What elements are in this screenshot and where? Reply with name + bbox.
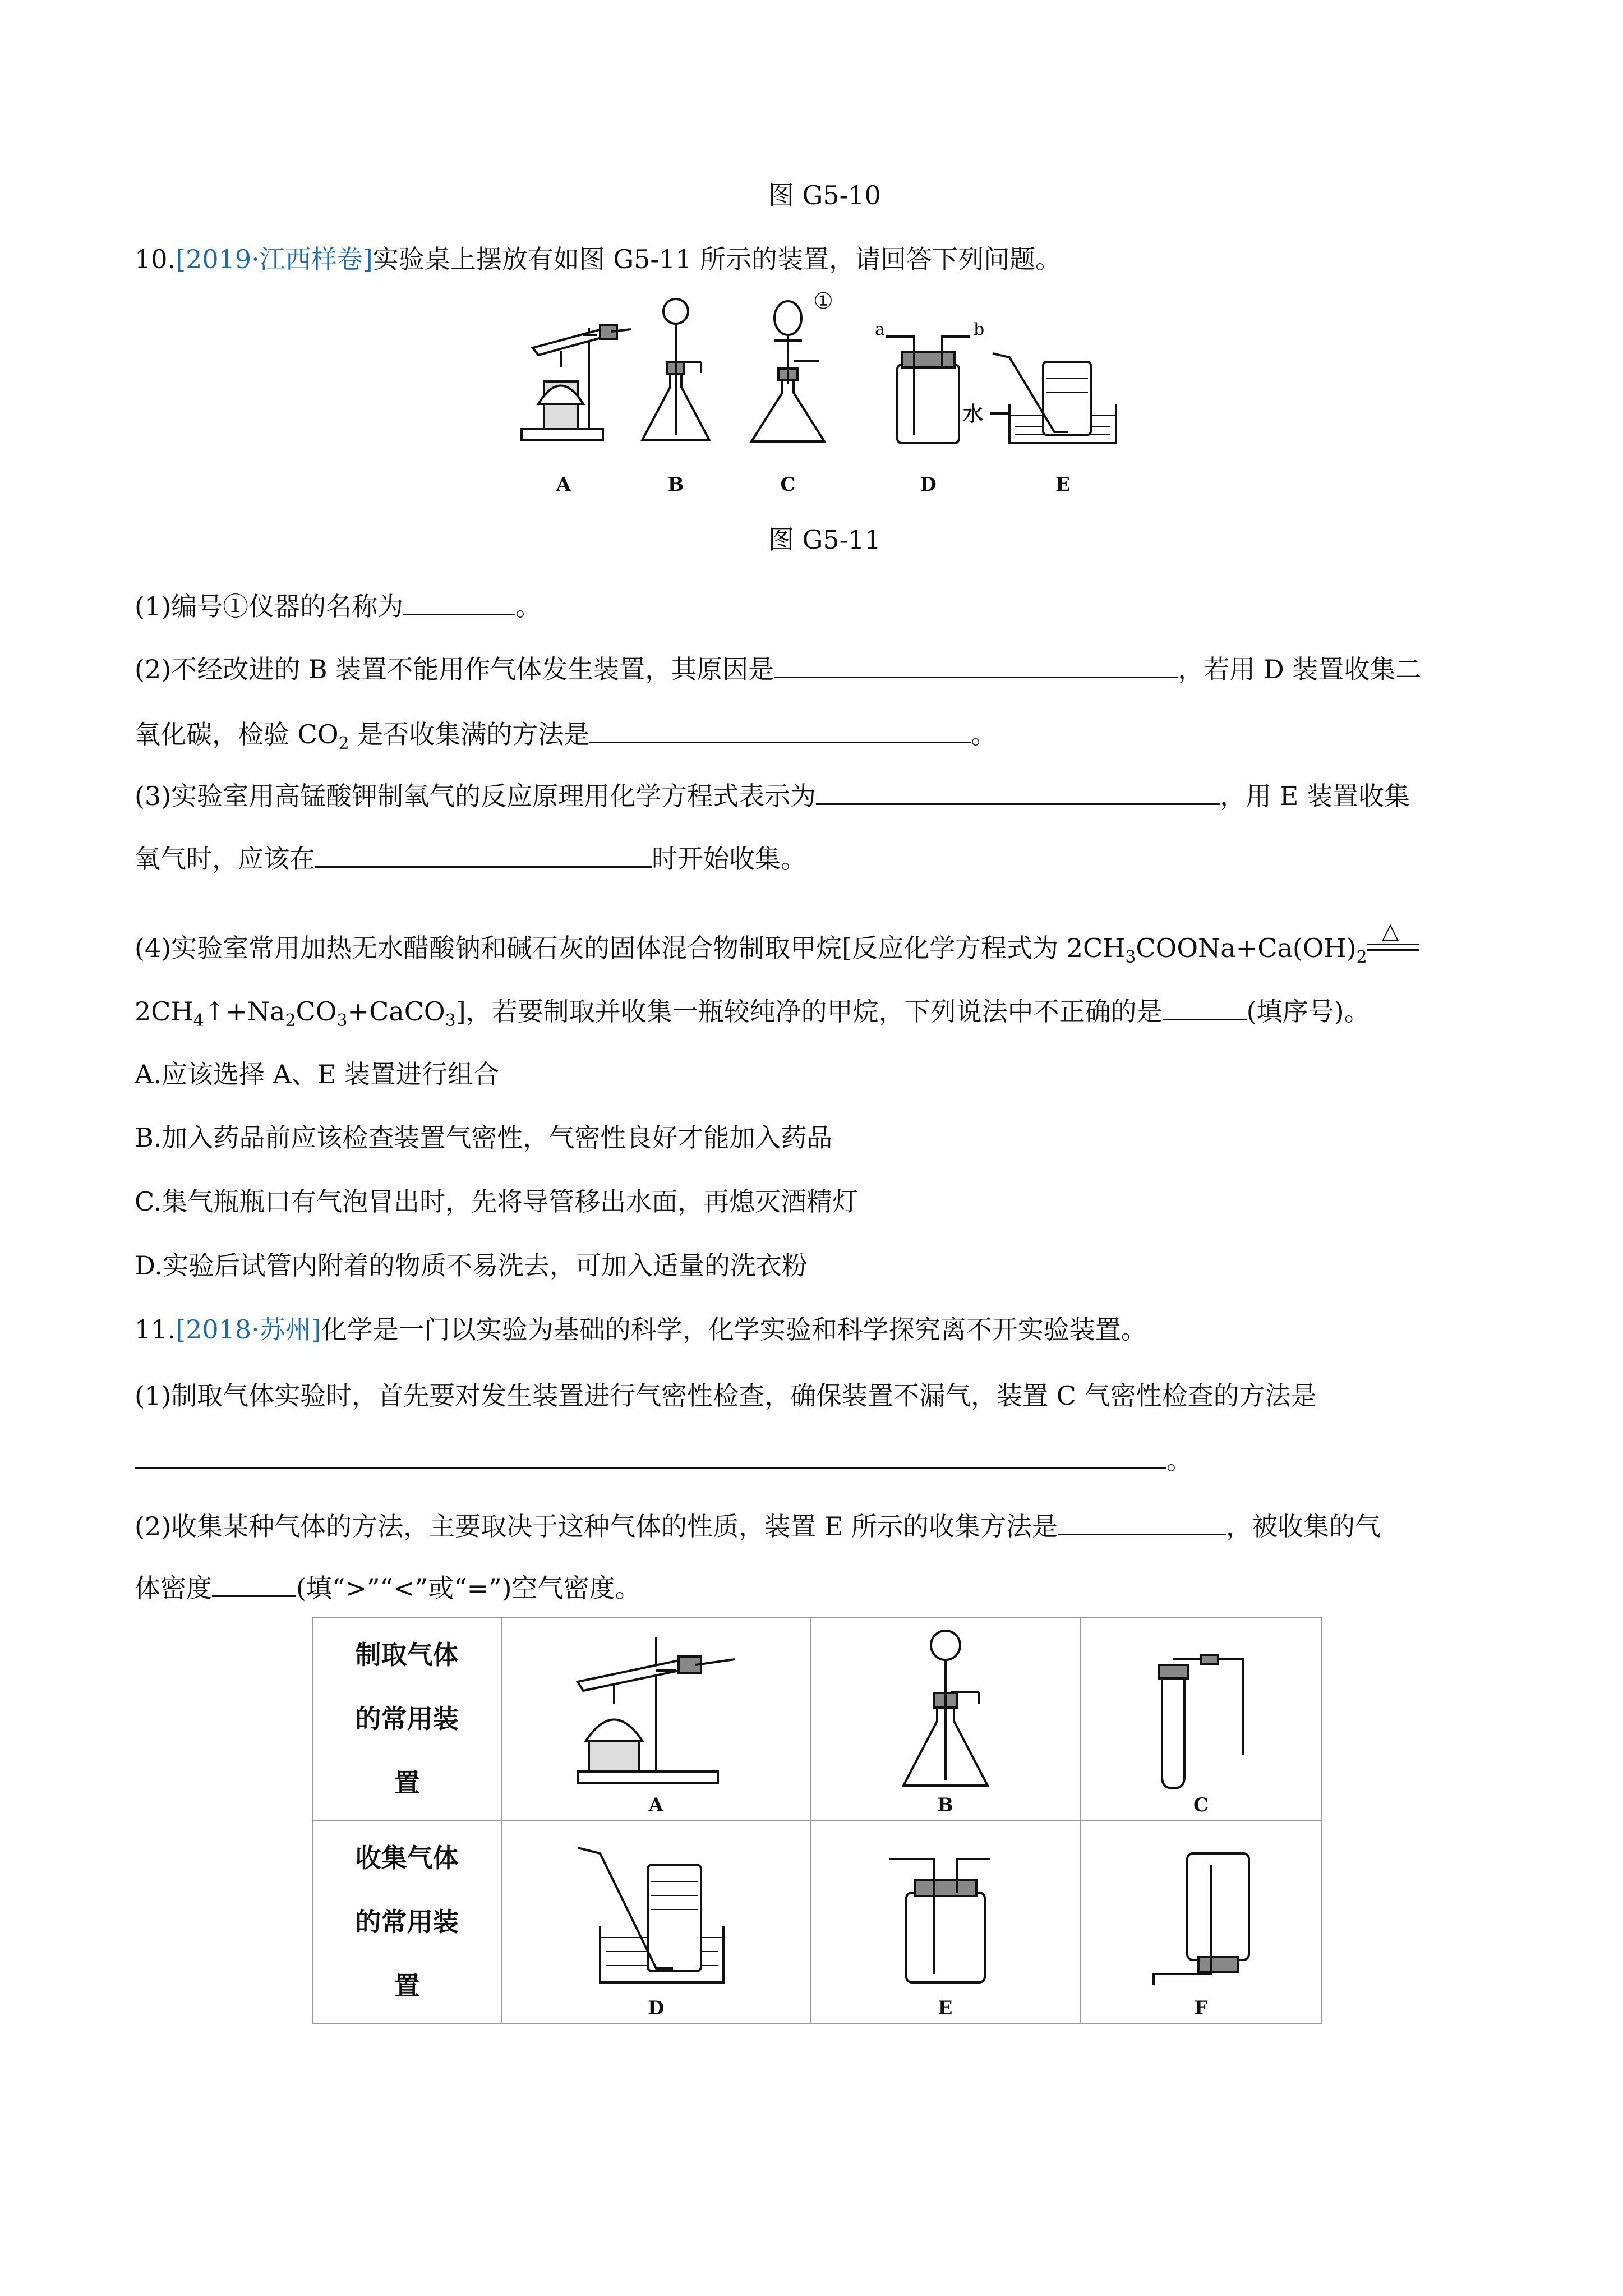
q10-part-2-line2 (135, 717, 997, 751)
inverted-bottle-icon (1148, 1831, 1260, 1999)
q10-stem-line (135, 242, 1061, 276)
q10-p4-text2d: +CaCO (347, 996, 445, 1027)
table-label-f: F (1194, 1997, 1208, 2019)
table-label-c: C (1193, 1794, 1209, 1816)
q10-p2-end: 。 (971, 719, 997, 749)
table-label-d: D (647, 1997, 665, 2019)
answer-blank-3a[interactable] (816, 779, 1220, 805)
gas-bottle-icon (889, 1831, 1002, 1999)
q10-p4-text2a: 2CH (135, 996, 193, 1027)
label-e: E (1055, 473, 1070, 496)
heat-condition-mark (1367, 918, 1419, 961)
table-label-a: A (648, 1794, 663, 1816)
q10-p2-text3a: 氧化碳，检验 CO (135, 719, 339, 749)
q10-part-4-line2 (135, 994, 1370, 1028)
q10-part-3-line2 (135, 841, 806, 876)
label-d: D (920, 473, 937, 496)
answer-blank-4[interactable] (1163, 994, 1247, 1020)
table-label-e: E (938, 1997, 953, 2019)
q11-p2-text3: 体密度 (135, 1573, 212, 1603)
q11-source: [2018·苏州] (176, 1314, 321, 1345)
answer-blank-11-2a[interactable] (1058, 1509, 1226, 1535)
cell-apparatus-f (1080, 1820, 1322, 2023)
cell-apparatus-d (501, 1820, 810, 2023)
q11-part-2-line1 (135, 1509, 1381, 1543)
q10-p4-text1: (4)实验室常用加热无水醋酸钠和碱石灰的固体混合物制取甲烷[反应化学方程式为 2CH (135, 933, 1126, 963)
q10-p4-text2f: (填序号)。 (1246, 996, 1370, 1027)
q11-p2-text4: (填“>”“<”或“=”)空气密度。 (296, 1573, 641, 1603)
q10-p4-sub6: 3 (445, 1011, 456, 1030)
port-b-label: b (974, 320, 985, 339)
option-d: D.实验后试管内附着的物质不易洗去，可加入适量的洗衣粉 (135, 1250, 808, 1281)
q10-part-3-line1 (135, 779, 1410, 813)
q10-p4-text2e: ]，若要制取并收集一瓶较纯净的甲烷，下列说法中不正确的是 (455, 996, 1163, 1027)
q10-p4-sub3: 4 (193, 1011, 204, 1030)
q10-p4-sub4: 2 (285, 1011, 296, 1030)
marker-circled-one: ① (813, 288, 833, 314)
q10-source: [2019·江西样卷] (176, 244, 373, 274)
q11-p1-end: 。 (1166, 1445, 1192, 1475)
q10-part-1 (135, 589, 541, 623)
apparatus-table (312, 1617, 1322, 2024)
q10-p1-text: (1)编号①仪器的名称为 (135, 591, 404, 622)
figure-caption-g5-11: 图 G5-11 (768, 524, 881, 555)
q10-p3-text2: ，用 E 装置收集 (1220, 781, 1410, 811)
answer-blank-2a[interactable] (774, 652, 1178, 678)
q10-p2-text3b: 是否收集满的方法是 (349, 719, 590, 749)
q11-stem: 化学是一门以实验为基础的科学，化学实验和科学探究离不开实验装置。 (321, 1314, 1147, 1345)
q10-p2-sub: 2 (338, 734, 349, 753)
apparatus-c-flask-sepfunnel (751, 301, 824, 441)
cell-apparatus-c (1080, 1617, 1322, 1820)
cell-apparatus-e (810, 1820, 1080, 2023)
answer-blank-2b[interactable] (589, 717, 971, 743)
q10-p3-text4: 时开始收集。 (652, 844, 806, 874)
answer-blank-3b[interactable] (315, 841, 652, 868)
q11-stem-line (135, 1313, 1147, 1346)
table-row-generation (312, 1617, 1322, 1820)
q11-part-1: (1)制取气体实验时，首先要对发生装置进行气密性检查，确保装置不漏气，装置 C 气密性检查的方法是 (135, 1381, 1317, 1411)
apparatus-b-flask-funnel (642, 299, 709, 440)
water-label: 水 (963, 402, 984, 426)
q10-p2-text2: ，若用 D 装置收集二 (1178, 654, 1422, 684)
q11-part-1-answer (135, 1443, 1192, 1477)
q11-part-2-line2 (135, 1571, 641, 1605)
answer-blank-1[interactable] (403, 589, 515, 615)
q10-number: 10. (135, 244, 176, 274)
option-b: B.加入药品前应该检查装置气密性，气密性良好才能加入药品 (135, 1122, 833, 1153)
q11-p2-text1: (2)收集某种气体的方法，主要取决于这种气体的性质，装置 E 所示的收集方法是 (135, 1511, 1058, 1542)
apparatus-d-gas-bottle (886, 337, 970, 443)
q10-p3-text3: 氧气时，应该在 (135, 844, 315, 874)
q11-number: 11. (135, 1314, 176, 1345)
q10-p1-end: 。 (515, 591, 542, 622)
row-header-generation: 制取气体 的常用装 置 (312, 1617, 501, 1820)
figure-g5-11 (522, 288, 1127, 510)
option-a: A.应该选择 A、E 装置进行组合 (135, 1059, 499, 1089)
q10-p3-text1: (3)实验室用高锰酸钾制氧气的反应原理用化学方程式表示为 (135, 781, 817, 811)
table-label-b: B (937, 1794, 953, 1816)
apparatus-a-heating-setup (522, 325, 631, 440)
q11-p2-text2: ，被收集的气 (1225, 1511, 1381, 1542)
q10-p4-text2b: ↑+Na (204, 996, 285, 1027)
label-a: A (556, 473, 571, 496)
water-trough-icon (578, 1831, 735, 1999)
cell-apparatus-a (501, 1617, 810, 1820)
q10-p4-sub5: 3 (336, 1011, 348, 1030)
row-header-collection: 收集气体 的常用装 置 (312, 1820, 501, 2023)
table-row-collection (312, 1820, 1322, 2023)
q10-part-2-line1 (135, 652, 1421, 686)
q10-p2-text1: (2)不经改进的 B 装置不能用作气体发生装置，其原因是 (135, 654, 774, 684)
q10-p4-text2c: CO (296, 996, 337, 1027)
port-a-label: a (875, 320, 885, 339)
label-b: B (667, 473, 684, 496)
q10-stem: 实验桌上摆放有如图 G5-11 所示的装置，请回答下列问题。 (372, 244, 1062, 274)
q10-part-4-line1 (135, 918, 1419, 967)
heating-setup-icon (566, 1626, 746, 1800)
answer-blank-11-1[interactable] (135, 1443, 1166, 1469)
q10-p4-sub2: 2 (1356, 947, 1367, 967)
test-tube-bent-tube-icon (1140, 1626, 1263, 1800)
q10-p4-sub1: 3 (1125, 947, 1136, 967)
flask-funnel-icon (889, 1626, 1002, 1800)
figure-caption-g5-10: 图 G5-10 (768, 180, 881, 210)
answer-blank-11-2b[interactable] (212, 1571, 296, 1597)
option-c: C.集气瓶瓶口有气泡冒出时，先将导管移出水面，再熄灭酒精灯 (135, 1186, 859, 1217)
cell-apparatus-b (810, 1617, 1080, 1820)
apparatus-e-water-trough (993, 353, 1116, 443)
label-c: C (780, 473, 796, 496)
q10-p4-text1b: COONa+Ca(OH) (1136, 933, 1357, 963)
heat-symbol: △ (1381, 918, 1399, 944)
